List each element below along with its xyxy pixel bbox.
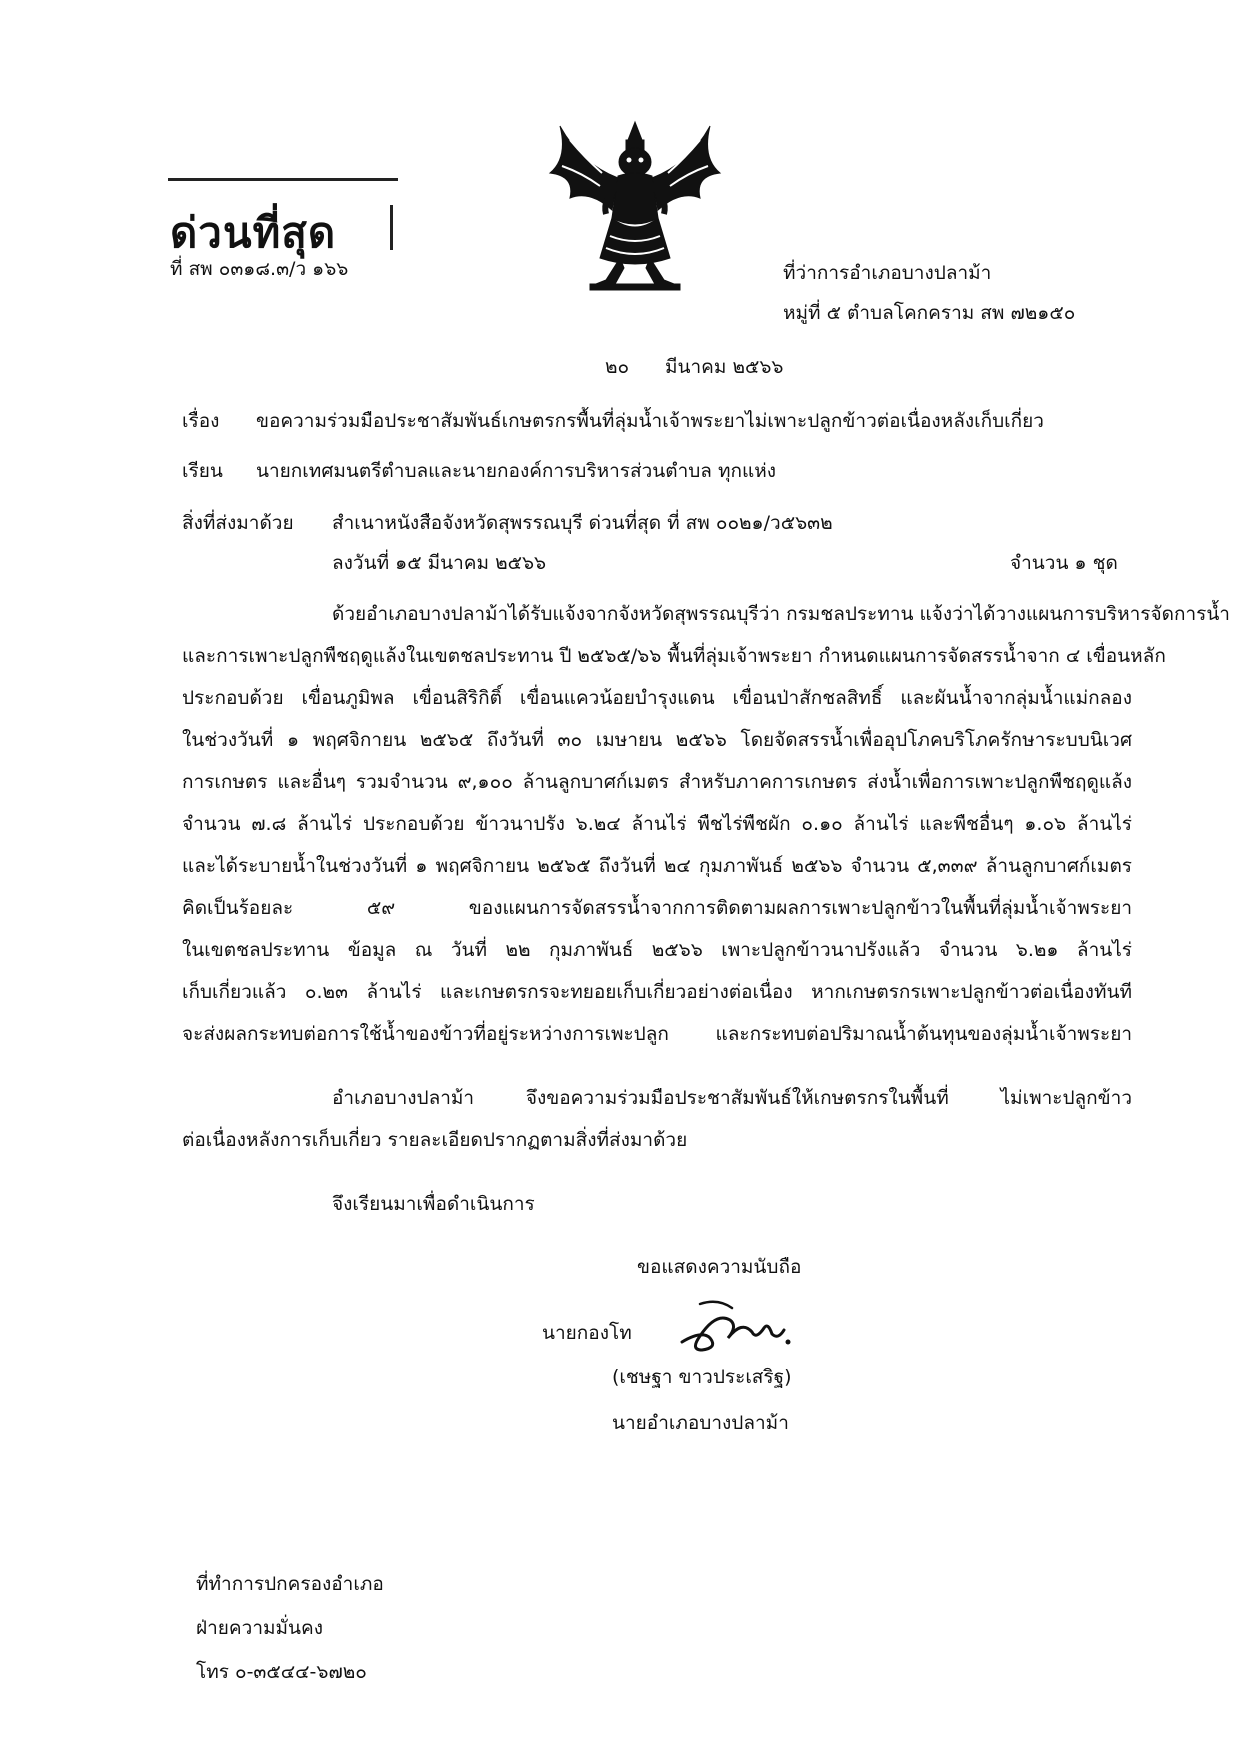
paragraph-line: และการเพาะปลูกพืชฤดูแล้งในเขตชลประทาน ปี ๒๕๖๕/๖๖ พื้นที่ลุ่มเจ้าพระยา กำหนดแผนการจัดสรรน้ำจาก ๔ เขื่อนหลัก: [182, 645, 1166, 667]
footer-section: ฝ่ายความมั่นคง: [196, 1617, 324, 1639]
signatory-name: (เชษฐา ขาวประเสริฐ): [612, 1366, 792, 1388]
enclosure-quantity: จำนวน ๑ ชุด: [1010, 552, 1118, 574]
date-month-year: มีนาคม ๒๕๖๖: [665, 356, 784, 378]
handwritten-signature-icon: [672, 1290, 802, 1360]
signatory-rank: นายกองโท: [542, 1322, 632, 1344]
enclosure-label: สิ่งที่ส่งมาด้วย: [182, 512, 294, 534]
paragraph-line: คิดเป็นร้อยละ ๕๙ ของแผนการจัดสรรน้ำจากการติดตามผลการเพาะปลูกข้าวในพื้นที่ลุ่มน้ำเจ้าพระยา: [182, 897, 1132, 919]
paragraph-line: เก็บเกี่ยวแล้ว ๐.๒๓ ล้านไร่ และเกษตรกรจะทยอยเก็บเกี่ยวอย่างต่อเนื่อง หากเกษตรกรเพาะปลูกข้าวต่อเนื่องทันที: [182, 981, 1132, 1003]
recipient-label: เรียน: [182, 460, 223, 482]
enclosure-line-1: สำเนาหนังสือจังหวัดสุพรรณบุรี ด่วนที่สุด ที่ สพ ๐๐๒๑/ว๕๖๓๒: [332, 512, 833, 534]
urgency-stamp-underline: [168, 178, 398, 181]
paragraph-line: ต่อเนื่องหลังการเก็บเกี่ยว รายละเอียดปรากฏตามสิ่งที่ส่งมาด้วย: [182, 1129, 688, 1151]
urgency-stamp-bracket: [390, 205, 393, 250]
footer-department: ที่ทำการปกครองอำเภอ: [196, 1573, 384, 1595]
reference-number: ที่ สพ ๐๓๑๘.๓/ว ๑๖๖: [170, 258, 349, 280]
garuda-emblem-icon: [540, 118, 730, 296]
date-day: ๒๐: [605, 356, 630, 378]
paragraph-line: การเกษตร และอื่นๆ รวมจำนวน ๙,๑๐๐ ล้านลูกบาศก์เมตร สำหรับภาคการเกษตร ส่งน้ำเพื่อการเพาะปลูกพืชฤดูแล้ง: [182, 771, 1132, 793]
closing-request: จึงเรียนมาเพื่อดำเนินการ: [332, 1193, 535, 1215]
subject-label: เรื่อง: [182, 410, 220, 432]
paragraph-line: จำนวน ๗.๘ ล้านไร่ ประกอบด้วย ข้าวนาปรัง ๖.๒๔ ล้านไร่ พืชไร่พืชผัก ๐.๑๐ ล้านไร่ และพืชอื่นๆ ๑.๐๖ ล้านไร่: [182, 813, 1132, 835]
office-address: หมู่ที่ ๕ ตำบลโคกคราม สพ ๗๒๑๕๐: [783, 302, 1076, 324]
paragraph-line: อำเภอบางปลาม้า จึงขอความร่วมมือประชาสัมพันธ์ให้เกษตรกรในพื้นที่ ไม่เพาะปลูกข้าว: [332, 1087, 1132, 1109]
salutation: ขอแสดงความนับถือ: [637, 1256, 802, 1278]
paragraph-line: ในช่วงวันที่ ๑ พฤศจิกายน ๒๕๖๕ ถึงวันที่ ๓๐ เมษายน ๒๕๖๖ โดยจัดสรรน้ำเพื่ออุปโภคบริโภครักษาระบบนิเวศ: [182, 729, 1132, 751]
paragraph-line: ประกอบด้วย เขื่อนภูมิพล เขื่อนสิริกิติ์ เขื่อนแควน้อยบำรุงแดน เขื่อนป่าสักชลสิทธิ์ และผันน้ำจากลุ่มน้ำแม่กลอง: [182, 687, 1132, 709]
enclosure-line-2: ลงวันที่ ๑๕ มีนาคม ๒๕๖๖: [332, 552, 547, 574]
recipient-text: นายกเทศมนตรีตำบลและนายกองค์การบริหารส่วนตำบล ทุกแห่ง: [256, 460, 777, 482]
urgency-stamp: ด่วนที่สุด: [170, 208, 337, 257]
signatory-position: นายอำเภอบางปลาม้า: [612, 1412, 789, 1434]
paragraph-line: และได้ระบายน้ำในช่วงวันที่ ๑ พฤศจิกายน ๒๕๖๕ ถึงวันที่ ๒๔ กุมภาพันธ์ ๒๕๖๖ จำนวน ๕,๓๓๙ ล้านลูกบาศก์เมตร: [182, 855, 1132, 877]
subject-text: ขอความร่วมมือประชาสัมพันธ์เกษตรกรพื้นที่ลุ่มน้ำเจ้าพระยาไม่เพาะปลูกข้าวต่อเนื่องหลังเก็บเกี่ยว: [256, 410, 1044, 432]
office-name: ที่ว่าการอำเภอบางปลาม้า: [783, 262, 992, 284]
paragraph-line: ในเขตชลประทาน ข้อมูล ณ วันที่ ๒๒ กุมภาพันธ์ ๒๕๖๖ เพาะปลูกข้าวนาปรังแล้ว จำนวน ๖.๒๑ ล้านไร่: [182, 939, 1132, 961]
footer-phone: โทร ๐-๓๕๔๔-๖๗๒๐: [196, 1661, 367, 1683]
paragraph-line: จะส่งผลกระทบต่อการใช้น้ำของข้าวที่อยู่ระหว่างการเพะปลูก และกระทบต่อปริมาณน้ำต้นทุนของลุ่มน้ำเจ้าพระยา: [182, 1023, 1132, 1045]
paragraph-line: ด้วยอำเภอบางปลาม้าได้รับแจ้งจากจังหวัดสุพรรณบุรีว่า กรมชลประทาน แจ้งว่าได้วางแผนการบริหารจัดการน้ำ: [332, 603, 1230, 625]
